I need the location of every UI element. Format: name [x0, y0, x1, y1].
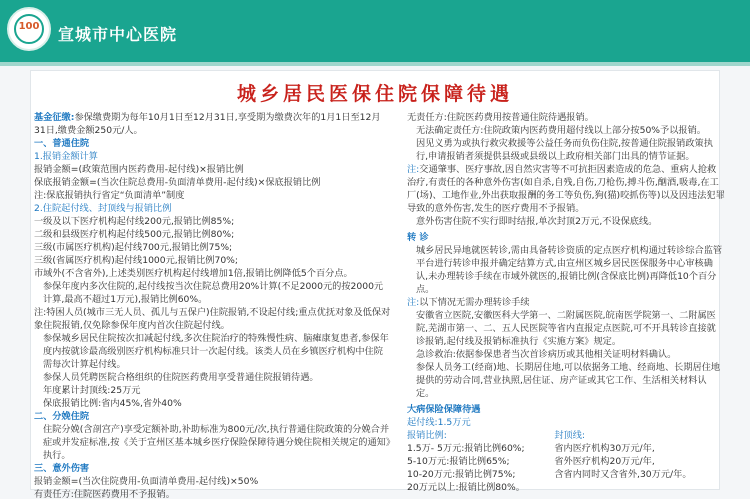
- fund-text: 参保缴费期为每年10月1日至12月31日,享受期为缴费次年的1月1日至12月31日,缴费金额250元/人。: [34, 112, 381, 136]
- critical-table: [407, 429, 725, 494]
- critical-cap-4: [554, 481, 725, 494]
- critical-cap-3: 含省内同时又含省外,30万元/年。: [554, 469, 692, 480]
- critical-row: [407, 481, 725, 494]
- rule-level3-city: 三级(市属医疗机构)起付线700元,报销比例75%;: [34, 242, 233, 253]
- rule-hospital-org: 参保人员凭聘医院合格组织的住院医药费用享受普通住院报销待遇。: [43, 372, 319, 383]
- critical-header-row: [407, 429, 725, 442]
- exclusions-text: 交通肇事、医疗事故,因自然灾害等不可抗拒因素造成的危急、重病人抢救治疗,有责任的各种意外伤害(如自杀,自残,自伤,刀枪伤,搏斗伤,酗酒,吸毒,在工厂(场)、工地作业,外出获取报酬的务工等负伤,狗(猫)咬抓伤等)以及因违法犯罪导致的意外伤害,发生的医疗费用不予报销。: [407, 164, 725, 214]
- critical-cap-2: 省外医疗机构20万元/年,: [554, 456, 655, 467]
- left-column: [34, 111, 392, 499]
- exclusions-label: 注:: [407, 164, 420, 175]
- note-negative-list: 注:保底报销执行省定“负面清单”制度: [34, 190, 185, 201]
- critical-start: 起付线:1.5万元: [407, 417, 471, 428]
- section-general-inpatient: 一、普通住院: [34, 138, 90, 149]
- hospital-header: [0, 0, 750, 62]
- formula-baseline: 保底报销金额=(当次住院总费用-负面清单费用-起付线)×保底报销比例: [34, 177, 321, 188]
- hospital-logo: [7, 7, 51, 51]
- critical-row: [407, 442, 725, 455]
- formula-reimbursement: 报销金额=(政策范围内医药费用-起付线)×报销比例: [34, 164, 244, 175]
- subsection-thresholds: 2.住院起付线、封顶线与报销比例: [34, 203, 172, 214]
- critical-ratio-2: 5-10万元:报销比例65%;: [407, 456, 510, 467]
- critical-cap-1: 省内医疗机构30万元/年,: [554, 443, 655, 454]
- fund-label: 基金征缴:: [34, 112, 75, 123]
- section-accident: 三、意外伤害: [34, 463, 90, 474]
- childbirth-rule: 住院分娩(含剖宫产)享受定额补助,补助标准为800元/次,执行普通住院政策的分娩合并症或并发症标准,按《关于宣州区基本城乡医疗保险保障待遇分娩住院相关规定的通知》执行。: [43, 424, 391, 461]
- rule-level2: 二级和县级医疗机构起付线500元,报销比例80%;: [34, 229, 235, 240]
- note-special-groups: 注:特困人员(城市三无人员、孤儿与五保户)住院报销,不设起付线;重点优抚对象及低保对象住院报销,仅免除参保年度内首次住院起付线。: [34, 307, 391, 331]
- rule-level1: 一级及以下医疗机构起付线200元,报销比例85%;: [34, 216, 235, 227]
- subsection-amount-calc: 1.报销金额计算: [34, 151, 98, 162]
- baseline-ratio: 保底报销比例:省内45%,省外40%: [43, 398, 182, 409]
- accident-no-responsible: 无责任方:住院医药费用按普通住院待遇报销。: [407, 112, 594, 123]
- logo-mark: 100: [18, 21, 40, 32]
- rule-level3-province: 三级(省属医疗机构)起付线1000元,报销比例70%;: [34, 255, 238, 266]
- transfer-rule: 城乡居民异地就医转诊,需由具备转诊资质的定点医疗机构通过转诊综合监管平台进行转诊申报并确定结算方式,由宣州区城乡居民医保服务中心审核确认,未办理转诊手续在市域外就医的,报销比例(含保底比例)再降低10个百分点。: [416, 245, 723, 295]
- right-column: [407, 111, 725, 494]
- section-childbirth: 二、分娩住院: [34, 411, 90, 422]
- section-transfer: 转 诊: [407, 232, 429, 243]
- hospital-name: 宣城市中心医院: [58, 25, 178, 44]
- critical-ratio-label: 报销比例:: [407, 430, 447, 441]
- accident-formula: 报销金额=(当次住院费用-负面清单费用-起付线)×50%: [34, 476, 259, 487]
- exempt-label: 注:: [407, 297, 420, 308]
- exempt-hospitals: 安徽省立医院,安徽医科大学第一、二附属医院,皖南医学院第一、二附属医院,芜湖市第一、二、五人民医院等省内直报定点医院,可不开具转诊直接就诊报销,起付线及报销标准执行《实施方案》规定。: [416, 310, 716, 347]
- critical-row: [407, 468, 725, 481]
- annual-cap: 年度累计封顶线:25万元: [43, 385, 141, 396]
- exempt-text: 以下情况无需办理转诊手续: [419, 297, 530, 308]
- exempt-emergency: 急诊救治:依据参保患者当次首诊病历或其他相关证明材料确认。: [416, 349, 677, 360]
- critical-ratio-4: 20万元以上:报销比例80%。: [407, 482, 525, 493]
- accident-heroic: 因见义勇为或执行救灾救援等公益任务而负伤住院,按普通住院报销政策执行,申请报销者须提供县级或县级以上政府相关部门出具的情节证据。: [416, 138, 713, 162]
- accident-responsible: 有责任方:住院医药费用不予报销。: [34, 489, 175, 499]
- rule-chronic: 参保城乡居民住院按次扣减起付线,多次住院治疗的特殊慢性病、脑瘫康复患者,参保年度内按就诊最高级别医疗机构标准只计一次起付线。该类人员在乡镇医疗机构中住院需每次计算起付线。: [43, 333, 389, 370]
- page-title: 城乡居民医保住院保障待遇: [236, 83, 513, 105]
- rule-outside-city: 市域外(不含省外),上述类别医疗机构起付线增加1倍,报销比例降低5个百分点。: [34, 268, 353, 279]
- critical-ratio-3: 10-20万元:报销比例75%;: [407, 469, 516, 480]
- critical-ratio-1: 1.5万- 5万元:报销比例60%;: [407, 443, 525, 454]
- accident-cap: 意外伤害住院不实行即时结报,单次封顶2万元,不设保底线。: [416, 216, 658, 227]
- header-divider: [0, 62, 750, 66]
- transfer-exempt: [407, 296, 725, 309]
- critical-cap-label: 封顶线:: [554, 430, 586, 441]
- rule-multiple-stays: 参保年度内多次住院的,起付线按当次住院总费用20%计算(不足2000元的按2000元计算,最高不超过1万元),报销比例60%。: [43, 281, 384, 305]
- critical-row: [407, 455, 725, 468]
- accident-exclusions: [407, 163, 725, 215]
- section-critical-illness: 大病保险保障待遇: [407, 404, 481, 415]
- fund-paragraph: [34, 111, 392, 137]
- accident-undetermined: 无法确定责任方:住院政策内医药费用超付线以上部分按50%予以报销。: [416, 125, 706, 136]
- exempt-workplace: 参保人员务工(经商)地、长期居住地,可以依据务工地、经商地、长期居住地提供的劳动合同,营业执照,居住证、房产证或其它工作、生活相关材料认定。: [416, 362, 721, 399]
